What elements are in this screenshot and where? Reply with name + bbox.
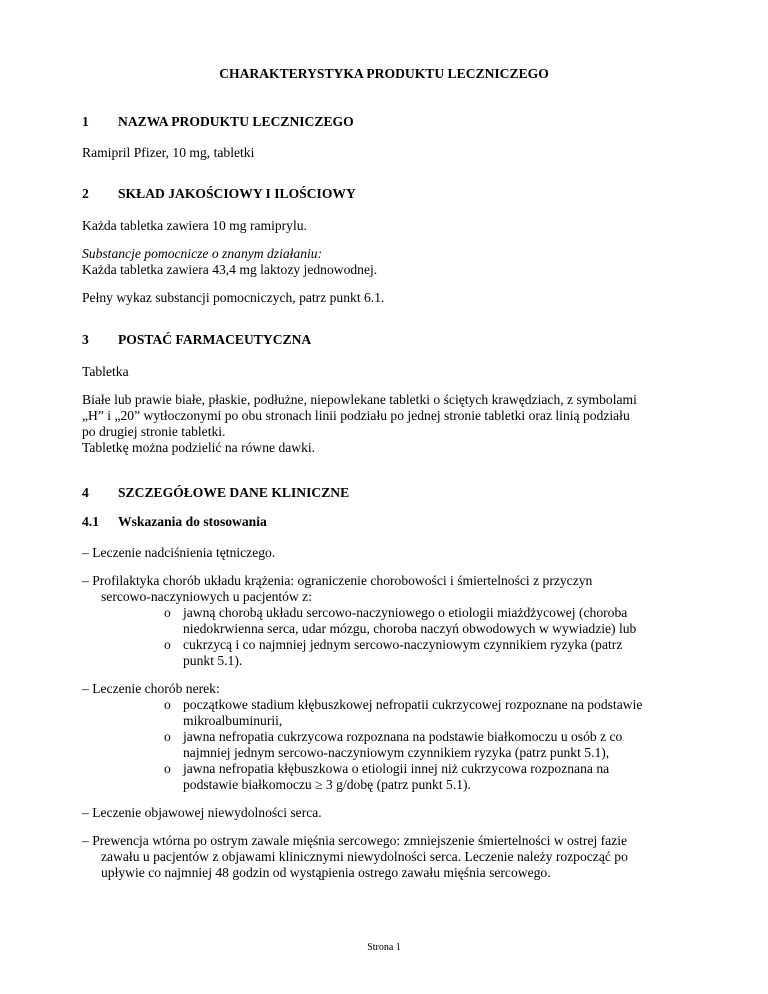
bullet-text: jawna nefropatia kłębuszkowa o etiologii innej niż cukrzycowa rozpoznana na: [183, 761, 610, 776]
section-4-number: 4: [82, 485, 89, 500]
page-number: Strona 1: [367, 942, 401, 953]
bullet-marker: o: [164, 697, 171, 712]
section-2-number: 2: [82, 186, 89, 201]
indication-item: – Leczenie objawowej niewydolności serca.: [82, 805, 322, 820]
section-2-reference: Pełny wykaz substancji pomocniczych, patrz punkt 6.1.: [82, 290, 385, 305]
excipients-heading: Substancje pomocnicze o znanym działaniu:: [82, 246, 323, 261]
section-4-title: SZCZEGÓŁOWE DANE KLINICZNE: [118, 485, 350, 500]
indication-item-continuation: zawału u pacjentów z objawami klinicznymi niewydolności serca. Leczenie należy rozpocząć po: [101, 849, 628, 864]
section-1-text: Ramipril Pfizer, 10 mg, tabletki: [82, 145, 255, 160]
section-3-paragraph: Tabletka: [82, 364, 129, 379]
indication-item-continuation: sercowo-naczyniowych u pacjentów z:: [101, 589, 312, 604]
bullet-text: najmniej jednym sercowo-naczyniowym czynnikiem ryzyka (patrz punkt 5.1),: [183, 745, 610, 760]
description-line: „H” i „20” wytłoczonymi po obu stronach linii podziału po jednej stronie tabletki oraz linią podziału: [82, 408, 630, 423]
bullet-marker: o: [164, 605, 171, 620]
bullet-marker: o: [164, 637, 171, 652]
bullet-text: cukrzycą i co najmniej jednym sercowo-naczyniowym czynnikiem ryzyka (patrz: [183, 637, 623, 652]
bullet-text: podstawie białkomoczu ≥ 3 g/dobę (patrz punkt 5.1).: [183, 777, 471, 792]
indication-item-continuation: upływie co najmniej 48 godzin od wystąpienia ostrego zawału mięśnia sercowego.: [101, 865, 551, 880]
bullet-text: niedokrwienna serca, udar mózgu, choroba naczyń obwodowych w wywiadzie) lub: [183, 621, 637, 636]
section-3-title: POSTAĆ FARMACEUTYCZNA: [118, 332, 312, 347]
bullet-marker: o: [164, 729, 171, 744]
bullet-text: punkt 5.1).: [183, 653, 243, 668]
indication-item: – Leczenie chorób nerek:: [82, 681, 220, 696]
description-line: Tabletkę można podzielić na równe dawki.: [82, 440, 316, 455]
bullet-text: początkowe stadium kłębuszkowej nefropatii cukrzycowej rozpoznane na podstawie: [183, 697, 643, 712]
section-3-number: 3: [82, 332, 89, 347]
section-2-title: SKŁAD JAKOŚCIOWY I ILOŚCIOWY: [118, 186, 356, 201]
description-line: po drugiej stronie tabletki.: [82, 424, 226, 439]
indication-item: – Profilaktyka chorób układu krążenia: ograniczenie chorobowości i śmiertelności z przyczyn: [82, 573, 593, 588]
subsection-4-1-title: Wskazania do stosowania: [118, 514, 267, 529]
bullet-marker: o: [164, 761, 171, 776]
subsection-4-1-number: 4.1: [82, 514, 99, 529]
section-1-number: 1: [82, 114, 89, 129]
section-2-paragraph: Każda tabletka zawiera 10 mg ramiprylu.: [82, 218, 307, 233]
document-title: CHARAKTERYSTYKA PRODUKTU LECZNICZEGO: [219, 66, 549, 81]
bullet-text: jawna nefropatia cukrzycowa rozpoznana na podstawie białkomoczu u osób z co: [183, 729, 623, 744]
description-line: Białe lub prawie białe, płaskie, podłużne, niepowlekane tabletki o ściętych krawędziach, z symbolami: [82, 392, 637, 407]
section-1-title: NAZWA PRODUKTU LECZNICZEGO: [118, 114, 354, 129]
bullet-text: mikroalbuminurii,: [183, 713, 283, 728]
excipients-text: Każda tabletka zawiera 43,4 mg laktozy jednowodnej.: [82, 262, 378, 277]
indication-item: – Leczenie nadciśnienia tętniczego.: [82, 545, 276, 560]
indication-item: – Prewencja wtórna po ostrym zawale mięśnia sercowego: zmniejszenie śmiertelności w ostrej fazie: [82, 833, 628, 848]
bullet-text: jawną chorobą układu sercowo-naczyniowego o etiologii miażdżycowej (choroba: [183, 605, 628, 620]
